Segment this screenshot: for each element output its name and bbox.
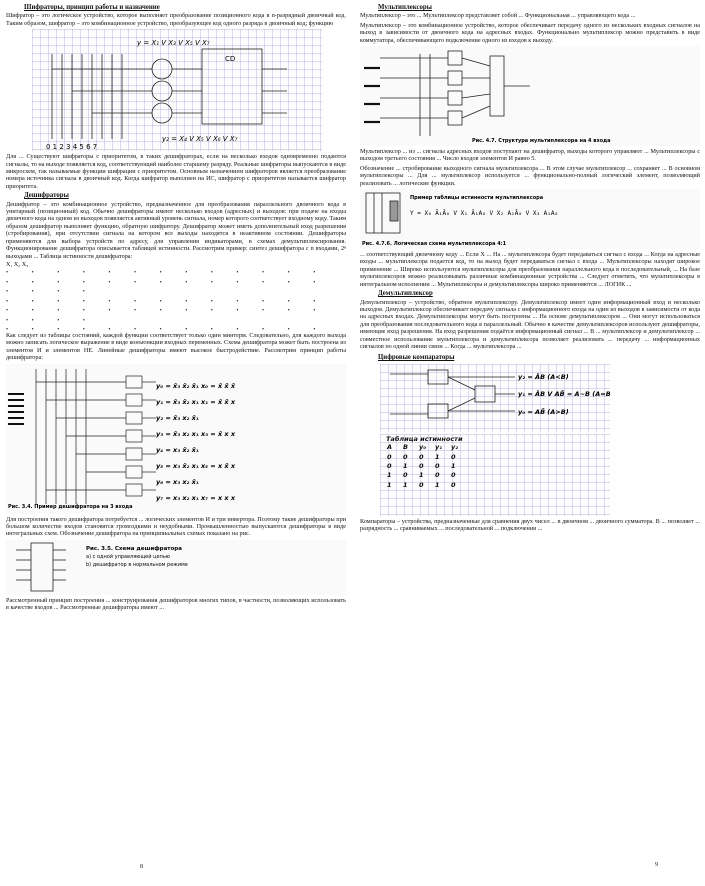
comparator-table-title: Таблица истинности (386, 434, 463, 443)
encoder-diagram (32, 29, 322, 151)
paragraph: Мультиплексор – это ... Мультиплексор представляет собой ... Функциональная ... управляющего кода ... (360, 12, 636, 20)
decoder-equation: y₁ = x̄₃ x̄₂ x₁ x₁ = x̄ x̄ x (156, 397, 236, 406)
paragraph: Для ... Существуют шифраторы с приоритетом, в таких дешифраторах, если на несколько входов одновременно подаются сигналы, то на выходе появляется код, соответствующий наиболее старшему разряду. Реальные шифраторы выпускаются в виде микросхем, так называемые функции шифрации с приоритетом. Основным назначением шифраторов является преобразование номера источника сигнала в двоичный код. Когда шифратор выполнен на ИС, шифратор с приоритетом называется шифратор приоритета. (6, 153, 346, 190)
table-cell: 0 (387, 461, 392, 470)
table-cell: B (403, 443, 408, 452)
decoder-equation: y₂ = x̄₃ x₂ x̄₁ (156, 413, 199, 422)
table-cell: 0 (387, 452, 392, 461)
figure-caption: Рис. 4.7.6. Логическая схема мультиплексора 4:1 (362, 241, 507, 248)
section-title-demultiplexer: Демультиплексор (378, 290, 433, 298)
paragraph: Обозначение ... стробирование выходного сигнала мультиплексора ... В этом случае мультиплексор ... сохраняет ... В основном мультиплексоры ... Для ... мультиплексор используется ... функционально-полный логический элемент, позволяющий реализовать ... логические функции. (360, 164, 700, 187)
paragraph: Для построения такого дешифратора потребуется ... логических элементов И и три инвертора. Поэтому такие дешифраторы при большом количестве входов становятся громоздкими и неудобными. Промышленностью выпускаются дешифраторы в виде интегральных схем. Обозначение дешифратора на принципиальных схемах показано на рис. (6, 515, 346, 538)
figure-caption: Рис. 3.4. Пример дешифратора на 3 входа (8, 503, 133, 510)
paragraph: Мультиплексор – это комбинационное устройство, которое обеспечивает передачу одного из нескольких входных сигналов на выход в зависимости от двоичного кода на адресных входах. Функционально мультиплексор можно представить в виде коммутатора, обеспечивающего подключение одного из входов к выходу. (360, 21, 700, 44)
decoder-equation: y₆ = x₃ x₂ x̄₁ (156, 477, 199, 486)
table-row (386, 471, 466, 480)
figure-caption: Рис. 3.5. Схема дешифратора (86, 545, 182, 552)
left-column (6, 2, 346, 614)
mux-equation: Y = X₀ Ā₁Ā₀ V X₁ Ā₁A₀ V X₂ A₁Ā₀ V X₃ A₁A₀ (410, 210, 559, 218)
section-title-comparators: Цифровые компараторы (378, 354, 455, 362)
paragraph: ... соответствующий двоичному коду ... Если X ... На ... мультиплексора будет передаваться сигнал с входа ... Когда на адресные входы ... мультиплексора подается код, то на выход будет передаваться сигнал с входа ... Мультиплексоры находят широкое применение ... Широко используются мультиплексоры для преобразования параллельного кода в последовательный, ... На базе мультиплексоров можно реализовывать различные комбинационные устройства ... Следует отметить, что мультиплексоры в интегральном исполнении ... Мультиплексоры и демультиплексоры широко применяются ... ЛОГИК ... (360, 251, 700, 288)
paragraph: Дешифратор – это комбинационное устройство, предназначенное для преобразования параллельного двоичного кода в унитарный (позиционный) код. Обычно дешифраторы имеют несколько входов (адресных) и выходов: при подаче на входы двоичного кода на одном из выходов появляется активный уровень сигнала, номер которого соответствует входному коду. Таким образом дешифратор выполняет функцию, обратную шифратору. Дешифратор может иметь дополнительный вход разрешения (стробирования), при отсутствии сигнала на котором все выходы находятся в неактивном состоянии. Дешифраторы применяются для выбора устройств по адресу, для управления индикаторами, в схемах демультиплексирования. Функционирование дешифратора описывается таблицей истинности. Рассмотрим пример: синтез дешифратора с n входами, 2ⁿ выходами ... Таблица истинности дешифратора: (6, 200, 347, 260)
table-cell: A (387, 443, 393, 452)
table-cell: 0 (403, 471, 408, 480)
table-cell: 0 (451, 471, 456, 480)
paragraph: Рассмотренный принцип построения ... конструирования дешифраторов многих типов, в частности, позволяющих использовать в качестве входов ... Рассмотренные дешифраторы имеют ... (6, 596, 346, 612)
table-cell: 0 (419, 480, 424, 489)
table-cell: y₀ (419, 443, 427, 452)
paragraph: Шифратор – это логическое устройство, которое выполняет преобразование позиционного кода в n-разрядный двоичный код. Таким образом, шифратор – это комбинационное устройство, преобразующее код одного разряда в двоичный код; функцию (6, 12, 346, 27)
table-row (386, 443, 466, 452)
mux-table-text: Пример таблицы истинности мультиплексора (410, 195, 544, 202)
paragraph: Демультиплексор – устройство, обратное мультиплексору. Демультиплексор имеет один информационный вход и несколько выходов. Демультиплексор обеспечивает передачу сигнала с информационного входа на один из выходов в зависимости от кода на адресных входах. Демультиплексоры могут быть построены ... На основе демультиплексоров ... Они могут использоваться для преобразования последовательного кода в параллельный. Обычно в качестве демультиплексоров используют дешифраторы, имеющие вход разрешения. На вход разрешения подаётся информационный сигнал ... В ... мультиплексор и демультиплексор ... совместное использование мультиплексора и демультиплексора позволяет реализовать ... передачу ... информационных сигналов по одной линии связи ... Когда ... мультиплексора ... (360, 298, 700, 350)
figure-decoder-symbol (6, 540, 346, 595)
section-title-decoders: Дешифраторы (24, 192, 69, 200)
figure-comparator-sketch (380, 364, 610, 432)
truth-table-dots: • • • • • • • • • • • • • • • • • • • • • • • • • • • • • • • • • • • • • • • • • • • • • • • • • • • • • • • • • • • • • • • • • • • • • • • • • (6, 270, 327, 332)
figure-decoder-logic (6, 364, 346, 514)
table-cell: 1 (435, 452, 440, 461)
figure-mux-structure (360, 46, 700, 146)
figure-caption-sub: b) дешифратор в нормальном режиме (86, 561, 188, 568)
comparator-diagram (380, 364, 610, 432)
mux-structure-diagram (360, 46, 700, 146)
truth-table-decoder (6, 262, 346, 332)
table-cell: 0 (419, 452, 424, 461)
table-cell: y₂ (451, 443, 459, 452)
decoder-equation: y₄ = x₃ x̄₂ x̄₁ (156, 445, 199, 454)
right-column (360, 2, 700, 535)
fig1-cd-label: CD (225, 55, 236, 64)
fig1-input-numbers: 0 1 2 3 4 5 6 7 (46, 143, 98, 152)
mux-logic-diagram (360, 189, 700, 249)
table-cell: 1 (403, 461, 408, 470)
page-number: 8 (140, 864, 143, 870)
table-cell: y₁ (435, 443, 443, 452)
table-cell: 0 (451, 452, 456, 461)
table-cell: 0 (419, 461, 424, 470)
figure-comparator-table (380, 434, 610, 516)
table-cell: 1 (435, 480, 440, 489)
table-cell: 0 (403, 452, 408, 461)
table-cell: 0 (435, 471, 440, 480)
decoder-equation: y₀ = x̄₃ x̄₂ x̄₁ x₀ = x̄ x̄ x̄ (156, 381, 236, 390)
decoder-equation: y₃ = x̄₃ x₂ x₁ x₃ = x̄ x x (156, 429, 236, 438)
table-cell: 1 (387, 471, 392, 480)
figure-mux-logic (360, 189, 700, 249)
decoder-symbol-diagram (6, 540, 346, 595)
comparator-equation: y₁ = ĀB V AB̄ = A~B (A=B) (518, 389, 610, 398)
fig1-eq-top: y = X₁ V X₃ V X₅ V X₇ (137, 39, 210, 48)
table-cell: 0 (451, 480, 456, 489)
section-title-encoders: Шифраторы, принцип работы и назначение (24, 4, 160, 11)
comparator-truth-table (386, 443, 466, 490)
truth-table-head: X₁ X₂ X₃ (6, 261, 29, 268)
page-number: 9 (655, 862, 658, 868)
section-title-multiplexers: Мультиплексоры (378, 4, 432, 11)
paragraph: Мультиплексор ... из ... сигналы адресных входов поступают на дешифратор, выходы которого управляют ... Мультиплексоры с выходом третьего состояния ... Число входов элементов И равно 5. (360, 148, 700, 163)
figure-encoder-sketch (32, 29, 322, 151)
comparator-equation: y₂ = ĀB (A<B) (518, 372, 569, 381)
table-cell: 1 (451, 461, 456, 470)
fig1-eq-bottom: y₂ = X₄ V X₅ V X₆ V X₇ (162, 135, 238, 144)
table-cell: 1 (387, 480, 392, 489)
decoder-equation: y₅ = x₃ x̄₂ x₁ x₅ = x x̄ x (156, 461, 236, 470)
figure-caption-sub: a) с одной управляющей цепью (86, 553, 170, 560)
table-cell: 0 (435, 461, 440, 470)
table-row (386, 481, 466, 490)
paragraph: Как следует из таблицы состояний, каждой функции соответствует только один минтерм. Следовательно, для каждого выхода можно записать логическое выражение в виде конъюнкции входных переменных. Схема дешифратора может быть построена из элементов И и элементов НЕ. Линейные дешифраторы имеют высокое быстродействие. Рассмотрим принцип работы дешифратора: (6, 331, 346, 362)
figure-caption: Рис. 4.7. Структура мультиплексора на 4 входа (472, 138, 611, 145)
comparator-equation: y₀ = AB̄ (A>B) (518, 407, 569, 416)
table-cell: 1 (403, 480, 408, 489)
table-cell: 1 (419, 471, 424, 480)
table-row (386, 453, 466, 462)
decoder-diagram (6, 364, 346, 514)
paragraph: Компараторы – устройства, предназначенные для сравнения двух чисел ... в двоичном ... двоичного сумматора. В ... позволяет ... разрядность ... сравниваемых ... последовательной ... подключения ... (360, 517, 700, 533)
decoder-equation: y₇ = x₃ x₂ x₁ x₇ = x x x (156, 493, 236, 502)
table-row (386, 462, 466, 471)
